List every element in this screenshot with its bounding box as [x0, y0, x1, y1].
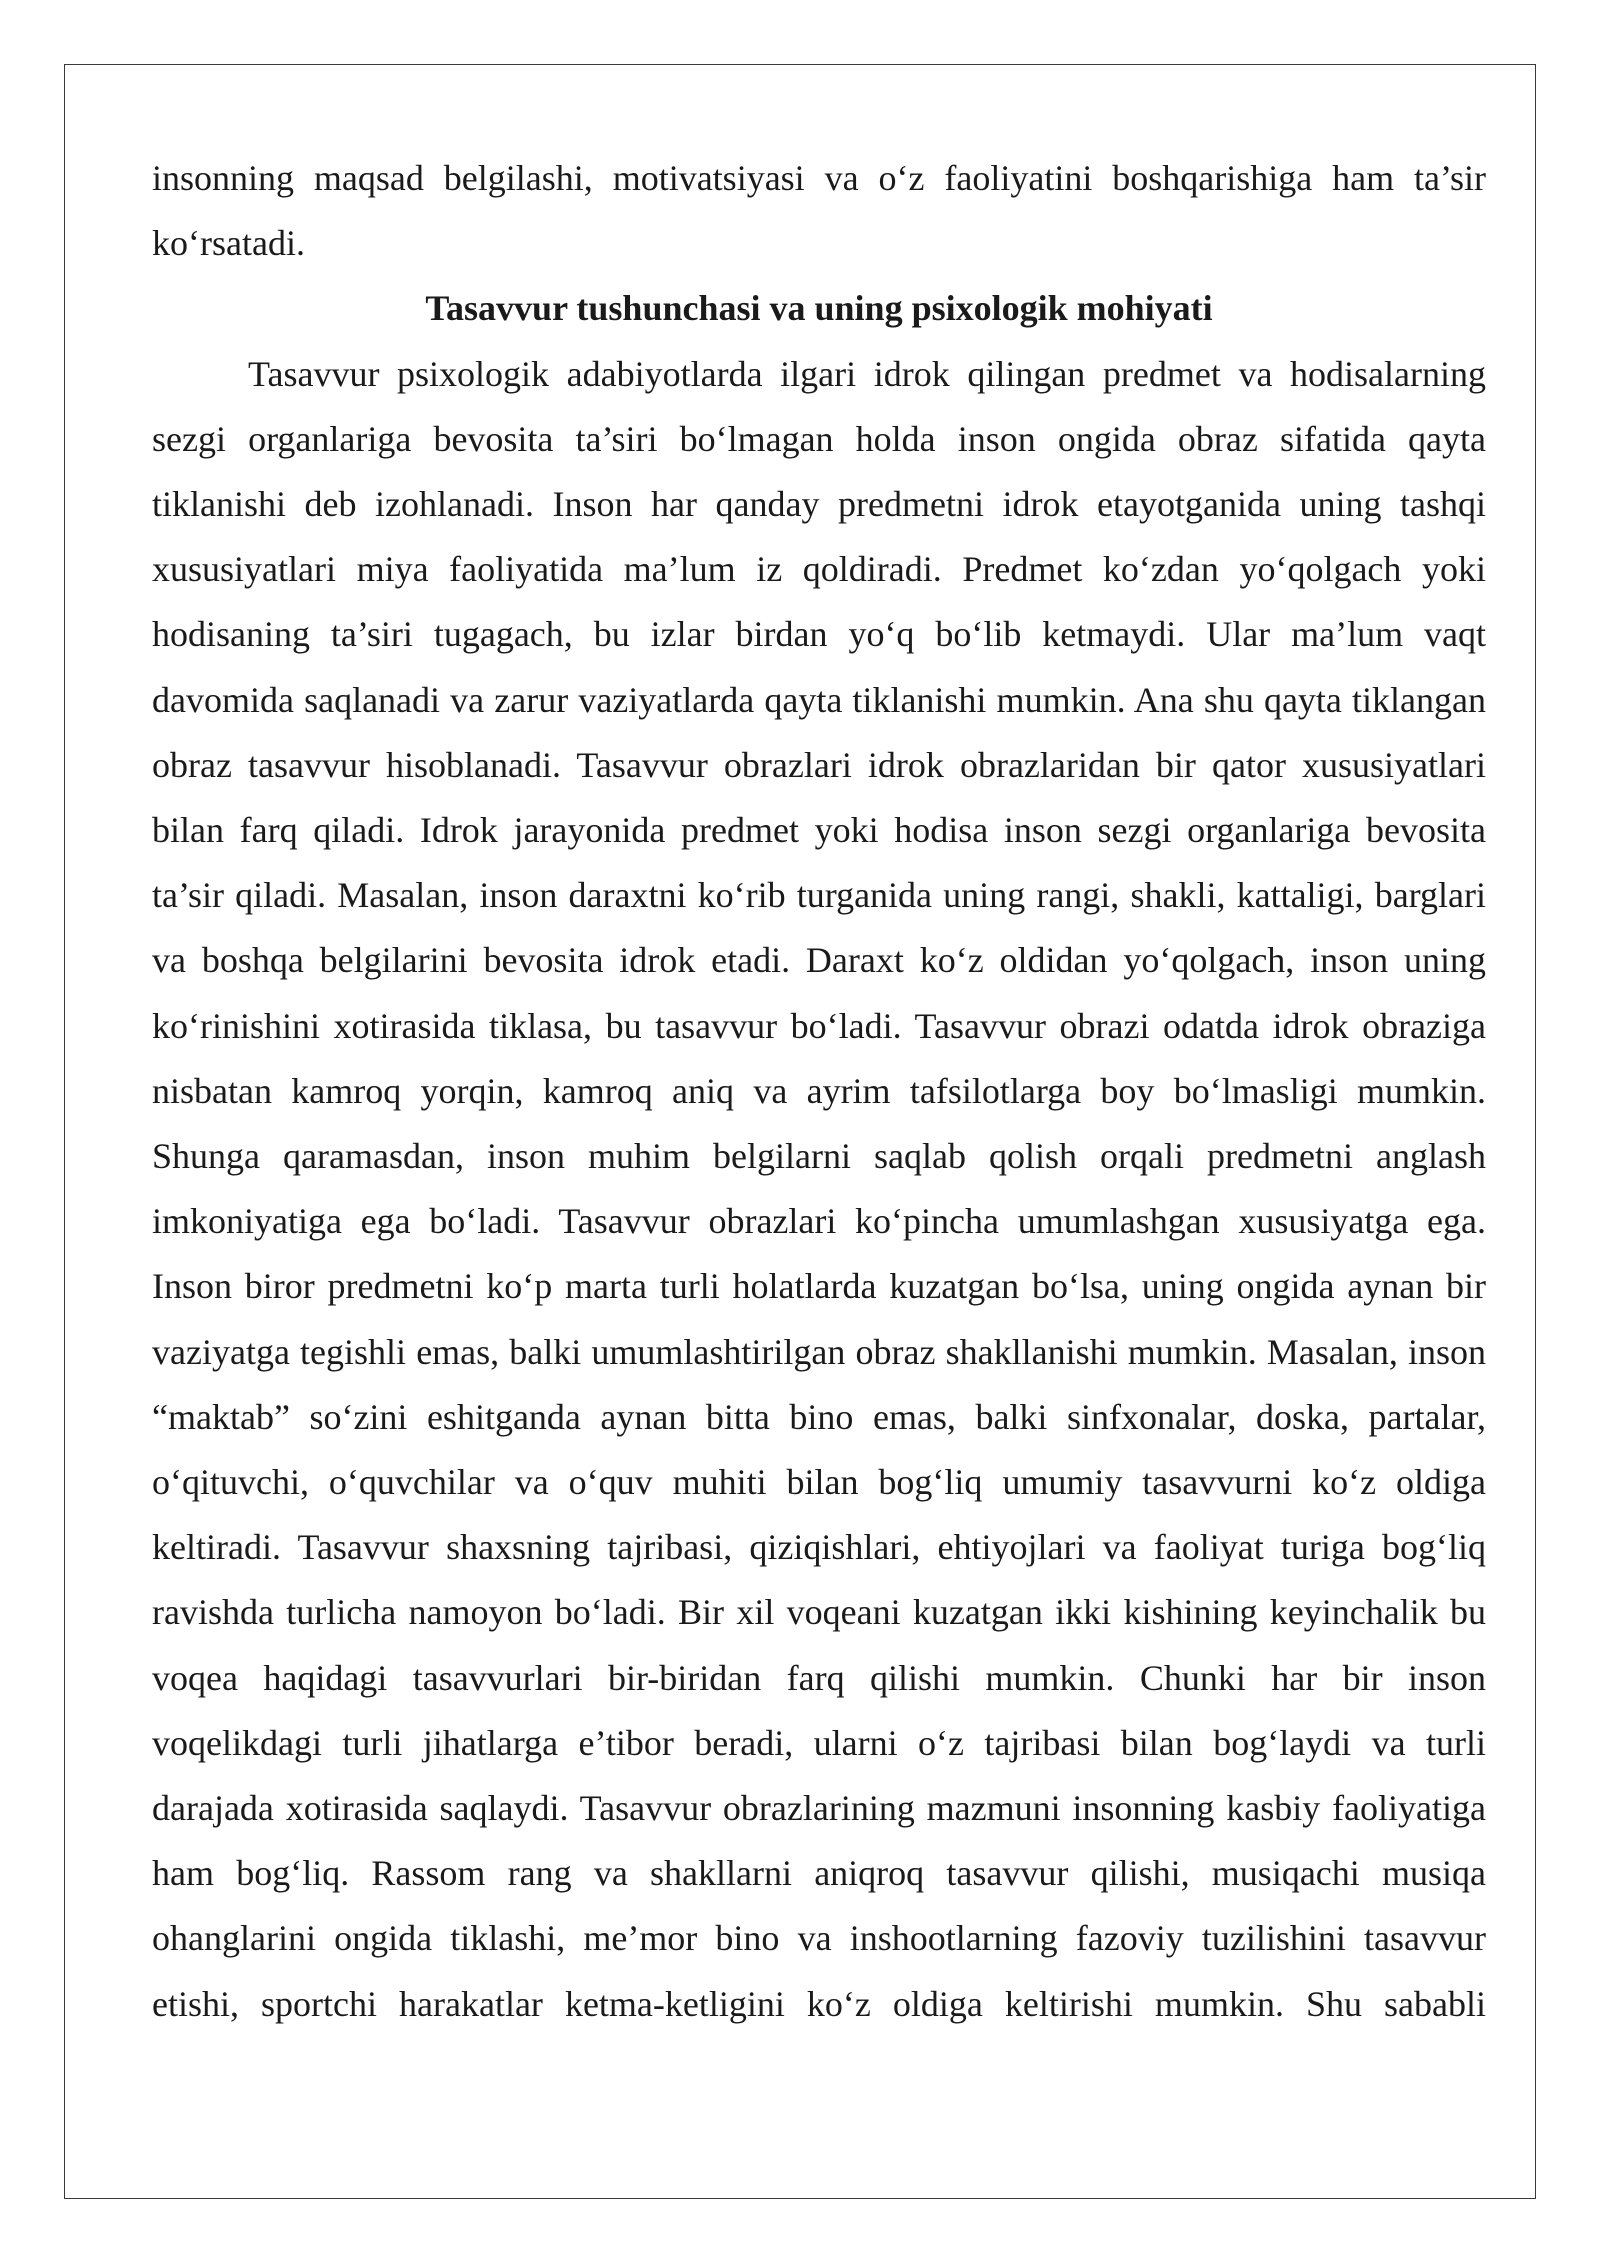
- main-paragraph: Tasavvur psixologik adabiyotlarda ilgari idrok qilingan predmet va hodisalarning sezgi organlariga bevosita ta’siri bo‘lmagan holda inson ongida obraz sifatida qayta tiklanishi deb izohlanadi. Inson har qanday predmetni idrok etayotganida uning tashqi xususiyatlari miya faoliyatida ma’lum iz qoldiradi. Predmet ko‘zdan yo‘qolgach yoki hodisaning ta’siri tugagach, bu izlar birdan yo‘q bo‘lib ketmaydi. Ular ma’lum vaqt davomida saqlanadi va zarur vaziyatlarda qayta tiklanishi mumkin. Ana shu qayta tiklangan obraz tasavvur hisoblanadi. Tasavvur obrazlari idrok obrazlaridan bir qator xususiyatlari bilan farq qiladi. Idrok jarayonida predmet yoki hodisa inson sezgi organlariga bevosita ta’sir qiladi. Masalan, inson daraxtni ko‘rib turganida uning rangi, shakli, kattaligi, barglari va boshqa belgilarini bevosita idrok etadi. Daraxt ko‘z oldidan yo‘qolgach, inson uning ko‘rinishini xotirasida tiklasa, bu tasavvur bo‘ladi. Tasavvur obrazi odatda idrok obraziga nisbatan kamroq yorqin, kamroq aniq va ayrim tafsilotlarga boy bo‘lmasligi mumkin. Shunga qaramasdan, inson muhim belgilarni saqlab qolish orqali predmetni anglash imkoniyatiga ega bo‘ladi. Tasavvur obrazlari ko‘pincha umumlashgan xususiyatga ega. Inson biror predmetni ko‘p marta turli holatlarda kuzatgan bo‘lsa, uning ongida aynan bir vaziyatga tegishli emas, balki umumlashtirilgan obraz shakllanishi mumkin. Masalan, inson “maktab” so‘zini eshitganda aynan bitta bino emas, balki sinfxonalar, doska, partalar, o‘qituvchi, o‘quvchilar va o‘quv muhiti bilan bog‘liq umumiy tasavvurni ko‘z oldiga keltiradi. Tasavvur shaxsning tajribasi, qiziqishlari, ehtiyojlari va faoliyat turiga bog‘liq ravishda turlicha namoyon bo‘ladi. Bir xil voqeani kuzatgan ikki kishining keyinchalik bu voqea haqidagi tasavvurlari bir-biridan farq qilishi mumkin. Chunki har bir inson voqelikdagi turli jihatlarga e’tibor beradi, ularni o‘z tajribasi bilan bog‘laydi va turli darajada xotirasida saqlaydi. Tasavvur obrazlarining mazmuni insonning kasbiy faoliyatiga ham bog‘liq. Rassom rang va shakllarni aniqroq tasavvur qilishi, musiqachi musiqa ohanglarini ongida tiklashi, me’mor bino va inshootlarning fazoviy tuzilishini tasavvur etishi, sportchi harakatlar ketma-ketligini ko‘z oldiga keltirishi mumkin. Shu sababli: [152, 353, 1486, 2024]
- section-heading: Tasavvur tushunchasi va uning psixologik mohiyati: [425, 288, 1213, 329]
- continued-paragraph: insonning maqsad belgilashi, motivatsiyasi va o‘z faoliyatini boshqarishiga ham ta’sir ko‘rsatadi.: [152, 158, 1486, 264]
- document-body: [152, 146, 1486, 2037]
